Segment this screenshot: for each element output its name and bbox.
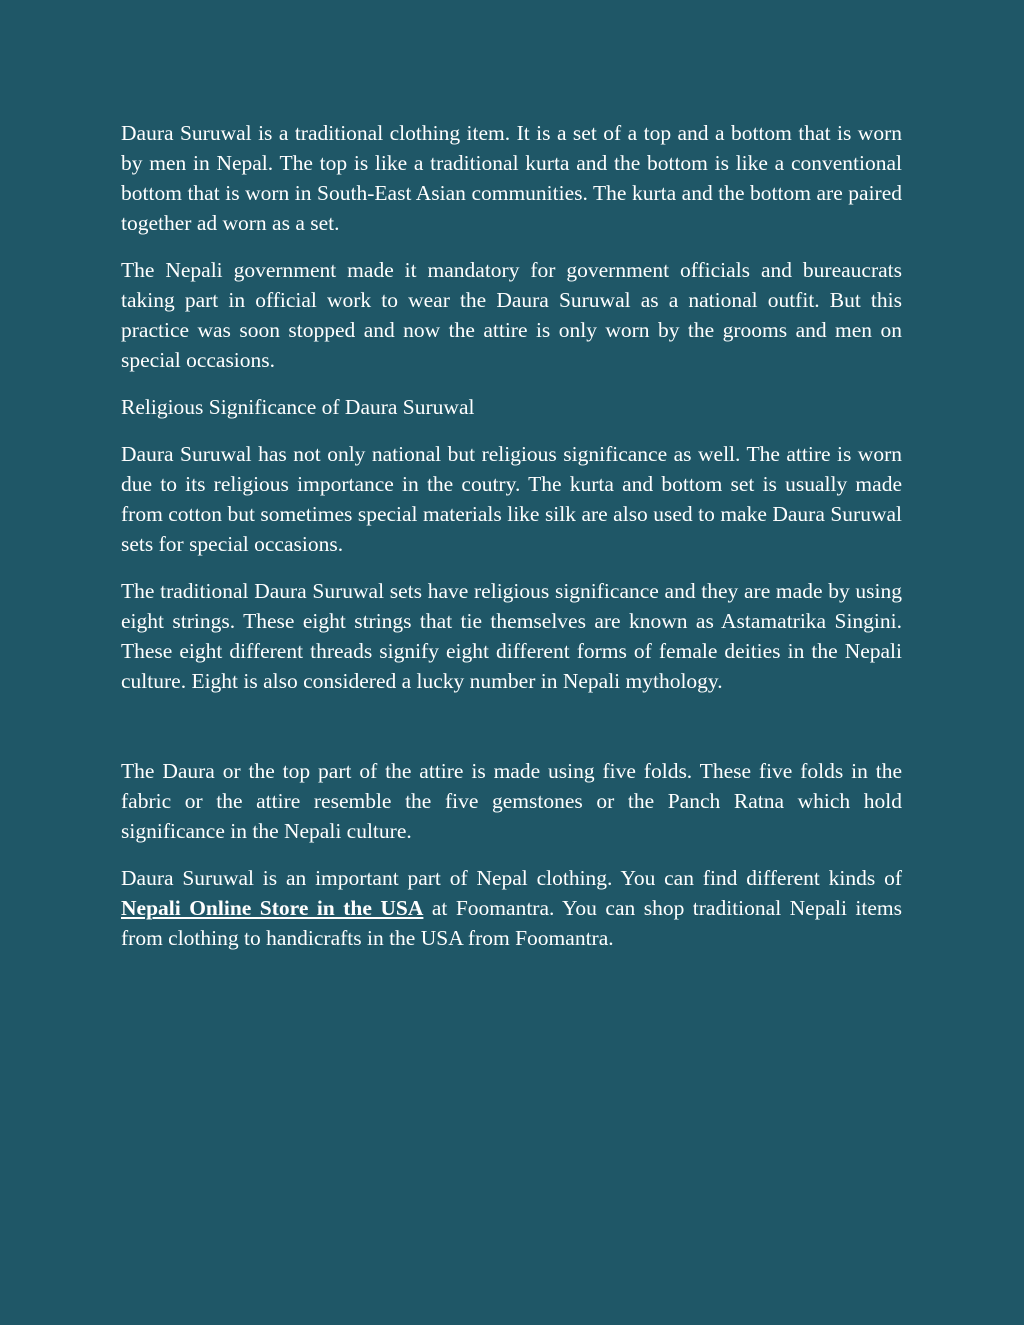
paragraph-store — [121, 863, 902, 953]
paragraph-religious: Daura Suruwal has not only national but religious significance as well. The attire is worn due to its religious importance in the coutry. The kurta and bottom set is usually made from cotton but sometimes special materials like silk are also used to make Daura Suruwal sets for special occasions. — [121, 442, 902, 556]
store-text-before: Daura Suruwal is an important part of Nepal clothing. You can find different kinds of — [121, 866, 902, 890]
nepali-online-store-link[interactable]: Nepali Online Store in the USA — [121, 896, 424, 920]
paragraph-five-folds: The Daura or the top part of the attire is made using five folds. These five folds in the fabric or the attire resemble the five gemstones or the Panch Ratna which hold significance in the Nepali culture. — [121, 759, 902, 843]
store-text-after: at Foomantra. You can shop traditional Nepali items from clothing to handicrafts in the USA from Foomantra. — [121, 896, 902, 950]
paragraph-intro: Daura Suruwal is a traditional clothing item. It is a set of a top and a bottom that is worn by men in Nepal. The top is like a traditional kurta and the bottom is like a conventional bottom that is worn in South-East Asian communities. The kurta and the bottom are paired together ad worn as a set. — [121, 121, 902, 235]
paragraph-government: The Nepali government made it mandatory for government officials and bureaucrats taking part in official work to wear the Daura Suruwal as a national outfit. But this practice was soon stopped and now the attire is only worn by the grooms and men on special occasions. — [121, 258, 902, 372]
document-body — [121, 118, 902, 970]
heading-religious-significance: Religious Significance of Daura Suruwal — [121, 395, 475, 419]
paragraph-eight-strings: The traditional Daura Suruwal sets have religious significance and they are made by using eight strings. These eight strings that tie themselves are known as Astamatrika Singini. These eight different threads signify eight different forms of female deities in the Nepali culture. Eight is also considered a lucky number in Nepali mythology. — [121, 579, 902, 693]
